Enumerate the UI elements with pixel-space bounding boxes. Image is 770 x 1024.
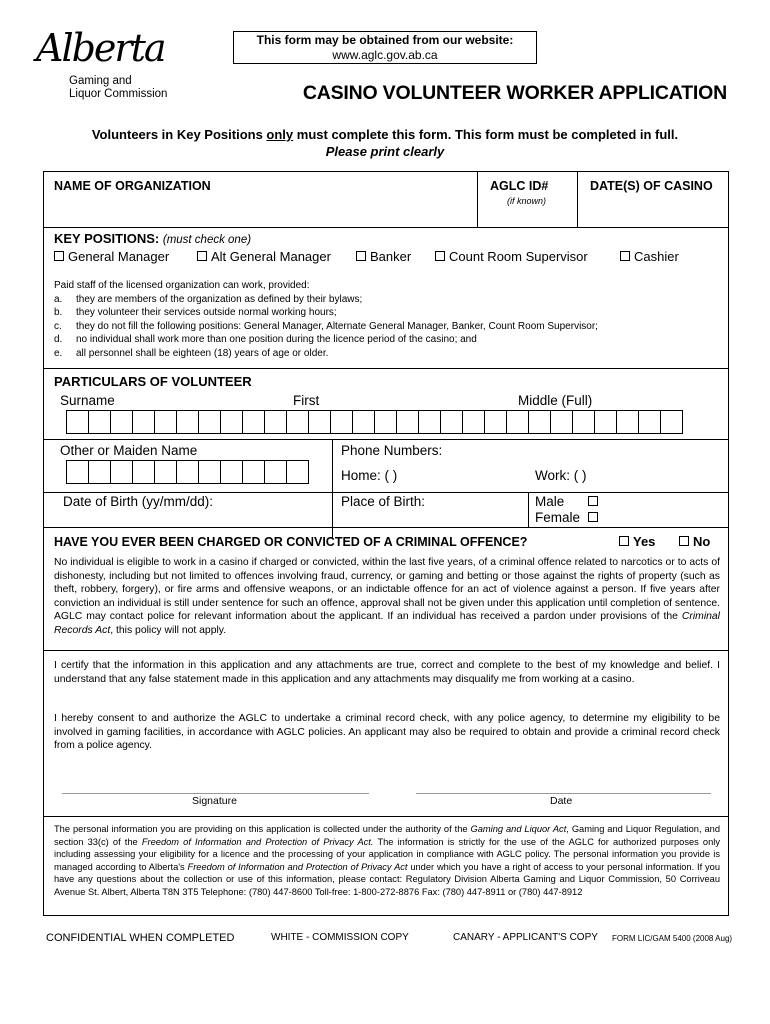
first-name-label: First — [293, 393, 320, 408]
footer-confidential: CONFIDENTIAL WHEN COMPLETED — [46, 932, 235, 944]
criminal-yes[interactable]: Yes — [619, 534, 655, 549]
sex-female[interactable]: Female — [535, 510, 602, 525]
name-cells[interactable] — [66, 410, 682, 434]
date-label: Date — [550, 795, 573, 807]
key-option-count-room[interactable]: Count Room Supervisor — [435, 249, 588, 264]
application-form — [43, 171, 729, 916]
home-phone[interactable]: Home: ( ) — [341, 468, 398, 483]
checkbox-icon[interactable] — [197, 251, 207, 261]
middle-name-label: Middle (Full) — [518, 393, 593, 408]
key-option-general-manager[interactable]: General Manager — [54, 249, 169, 264]
paid-staff-rules: Paid staff of the licensed organization can work, provided: a. they are members of the organization as defined by their bylaws; b. they volunteer their services outside normal working hours; c. they do not fill the following positions: General Manager, Alternate General Manager, Banker, Count Room Supervisor; d. no individual shall work more than one position during the licence period of the casino; and e. all personnel shall be eighteen (18) years of age or older. — [54, 280, 598, 359]
volunteer-section-label: PARTICULARS OF VOLUNTEER — [54, 374, 252, 389]
checkbox-icon[interactable] — [356, 251, 366, 261]
signature-line[interactable] — [62, 793, 369, 794]
footer-white-copy: WHITE - COMMISSION COPY — [271, 932, 409, 943]
certify-text: I certify that the information in this application and any attachments are true, correct and complete to the best of my knowledge and belief. I understand that any false statement made in this application and any attachments may disqualify me from working at a casino. — [54, 660, 720, 685]
key-positions-label: KEY POSITIONS: (must check one) — [54, 231, 252, 246]
key-option-alt-gm[interactable]: Alt General Manager — [197, 249, 331, 264]
criminal-question: HAVE YOU EVER BEEN CHARGED OR CONVICTED OF A CRIMINAL OFFENCE? — [54, 535, 528, 549]
website-note: This form may be obtained from our website: — [256, 33, 514, 47]
checkbox-icon[interactable] — [435, 251, 445, 261]
footer-form-number: FORM LIC/GAM 5400 (2008 Aug) — [612, 934, 733, 943]
website-url[interactable]: www.aglc.gov.ab.ca — [332, 48, 438, 62]
criminal-no[interactable]: No — [679, 534, 710, 549]
work-phone[interactable]: Work: ( ) — [535, 468, 587, 483]
footer-canary-copy: CANARY - APPLICANT'S COPY — [453, 932, 598, 943]
checkbox-icon[interactable] — [588, 512, 598, 522]
maiden-name-label: Other or Maiden Name — [60, 443, 198, 458]
logo-subtitle: Gaming and Liquor Commission — [69, 75, 168, 100]
dob-label: Date of Birth (yy/mm/dd): — [63, 494, 214, 509]
casino-dates-label: DATE(S) OF CASINO — [590, 179, 713, 193]
checkbox-icon[interactable] — [54, 251, 64, 261]
checkbox-icon[interactable] — [620, 251, 630, 261]
privacy-notice: The personal information you are providing on this application is collected under the authority of the Gaming and Liquor Act, Gaming and Liquor Regulation, and section 33(c) of the Freedom of Information and Protection of Privacy Act. The information is strictly for the use of the AGLC for authorized purposes only including assessing your eligibility for a licence and the processing of your application in compliance with AGLC policy. The personal information you provide is managed according to Alberta's Freedom of Information and Protection of Privacy Act under which you have a right of access to your personal information. If you have any questions about the collection or use of this information, please contact: Regulatory Division Alberta Gaming and Liquor Commission, 50 Corriveau Avenue St. Albert, Alberta T8N 3T5 Telephone: (780) 447-8600 Toll-free: 1-800-272-8876 Fax: (780) 447-8911 or (780) 447-8912 — [54, 824, 721, 897]
criminal-policy-text: No individual is eligible to work in a casino if charged or convicted, within the last five years, of a criminal offence related to narcotics or to acts of dishonesty, including but not limited to offences involving fraud, currency, or gaming and betting or those against the rights of property (such as theft, robbery, forgery), or fire arms and offensive weapons, or an indictable offence for an act of violence against a person. If five years after conviction an individual is still under sentence for such an offence, approval shall not be given under this application until completion of sentence. AGLC may contact police for relevant information about the applicant. If an individual has received a pardon under provisions of the Criminal Records Act, this policy will not apply. — [54, 557, 720, 636]
org-name-label: NAME OF ORGANIZATION — [54, 179, 211, 193]
consent-text: I hereby consent to and authorize the AGLC to undertake a criminal record check, with any police agency, to determine my eligibility to be involved in gaming facilities, in accordance with AGLC policies. An applicant may also be required to obtain and provide a criminal record check from a police agency. — [54, 713, 720, 751]
key-option-cashier[interactable]: Cashier — [620, 249, 679, 264]
aglc-id-label: AGLC ID# — [490, 179, 549, 193]
key-option-banker[interactable]: Banker — [356, 249, 411, 264]
alberta-logo — [36, 26, 168, 104]
phone-label: Phone Numbers: — [341, 443, 443, 458]
checkbox-icon[interactable] — [619, 536, 629, 546]
maiden-name-cells[interactable] — [66, 460, 308, 484]
date-line[interactable] — [416, 793, 711, 794]
checkbox-icon[interactable] — [588, 496, 598, 506]
intro-text: Volunteers in Key Positions only must complete this form. This form must be completed in full. Please print clearly — [91, 127, 679, 159]
surname-label: Surname — [60, 393, 115, 408]
checkbox-icon[interactable] — [679, 536, 689, 546]
form-title: CASINO VOLUNTEER WORKER APPLICATION — [302, 82, 727, 104]
sex-male[interactable]: Male — [535, 494, 602, 509]
signature-label: Signature — [192, 795, 237, 807]
aglc-id-note: (if known) — [507, 196, 547, 206]
website-box — [233, 31, 537, 64]
logo-word: Alberta — [36, 26, 165, 70]
pob-label: Place of Birth: — [341, 494, 426, 509]
